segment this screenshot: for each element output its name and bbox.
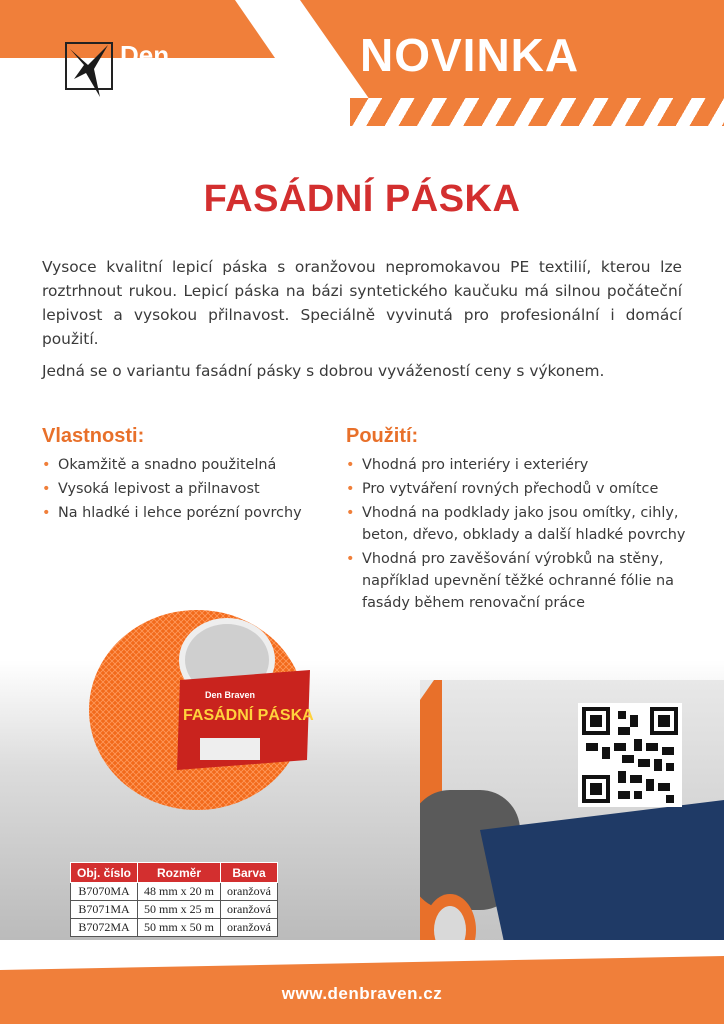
- usage-heading: Použití:: [346, 425, 419, 447]
- table-cell: oranžová: [221, 883, 278, 901]
- qr-code[interactable]: [578, 703, 682, 807]
- list-item: • Pro vytváření rovných přechodů v omítce: [346, 478, 691, 500]
- website-link[interactable]: www.denbraven.cz: [281, 984, 443, 1003]
- intro-paragraph-2: Jedná se o variantu fasádní pásky s dobrou vyvážeností ceny s výkonem.: [42, 362, 605, 380]
- brand-name-line2: Braven: [120, 66, 209, 96]
- table-cell: B7070MA: [71, 883, 138, 901]
- list-item: • Vhodná pro interiéry i exteriéry: [346, 454, 691, 476]
- table-cell: 50 mm x 50 m: [138, 919, 221, 937]
- table-cell: B7072MA: [71, 919, 138, 937]
- novinka-badge: NOVINKA: [360, 29, 580, 81]
- properties-list: [42, 454, 332, 524]
- list-item: • Vysoká lepivost a přilnavost: [42, 478, 332, 500]
- table-cell: B7071MA: [71, 901, 138, 919]
- intro-text: [42, 255, 682, 391]
- list-item: • Na hladké i lehce porézní povrchy: [42, 502, 332, 524]
- table-cell: oranžová: [221, 901, 278, 919]
- table-cell: oranžová: [221, 919, 278, 937]
- intro-paragraph-1: Vysoce kvalitní lepicí páska s oranžovou nepromokavou PE textilií, kterou lze roztrhnout rukou. Lepicí páska na bázi syntetického kaučuku má silnou počáteční lepivost a vysokou přilnavost. Speciálně vyvinutá pro profesionální i domácí použití.: [42, 258, 682, 348]
- table-cell: 48 mm x 20 m: [138, 883, 221, 901]
- table-row: [71, 919, 278, 937]
- brand-logo[interactable]: [64, 28, 249, 108]
- brand-name: [120, 42, 208, 94]
- product-table: [70, 862, 278, 937]
- table-header-row: [71, 863, 278, 883]
- swallow-icon: [64, 35, 114, 101]
- table-row: [71, 901, 278, 919]
- column-header: Barva: [221, 863, 278, 883]
- properties-section: [42, 425, 332, 526]
- column-header: Obj. číslo: [71, 863, 138, 883]
- label-name: FASÁDNÍ PÁSKA: [183, 707, 314, 724]
- usage-section: [346, 425, 691, 616]
- page-title: FASÁDNÍ PÁSKA: [203, 178, 521, 220]
- brand-name-line1: Den: [120, 40, 170, 70]
- qr-code-icon: [582, 707, 678, 803]
- list-item: • Vhodná na podklady jako jsou omítky, cihly, beton, dřevo, obklady a další hladké povrchy: [346, 502, 691, 546]
- properties-heading: Vlastnosti:: [42, 425, 145, 447]
- header-stripes: [350, 98, 724, 126]
- label-brand: Den Braven: [205, 690, 256, 700]
- list-item: • Vhodná pro zavěšování výrobků na stěny, například upevnění těžké ochranné fólie na fasády během renovační práce: [346, 548, 691, 614]
- table-row: [71, 883, 278, 901]
- column-header: Rozměr: [138, 863, 221, 883]
- usage-list: [346, 454, 691, 614]
- list-item: • Okamžitě a snadno použitelná: [42, 454, 332, 476]
- tape-roll-image: [85, 580, 315, 820]
- table-cell: 50 mm x 25 m: [138, 901, 221, 919]
